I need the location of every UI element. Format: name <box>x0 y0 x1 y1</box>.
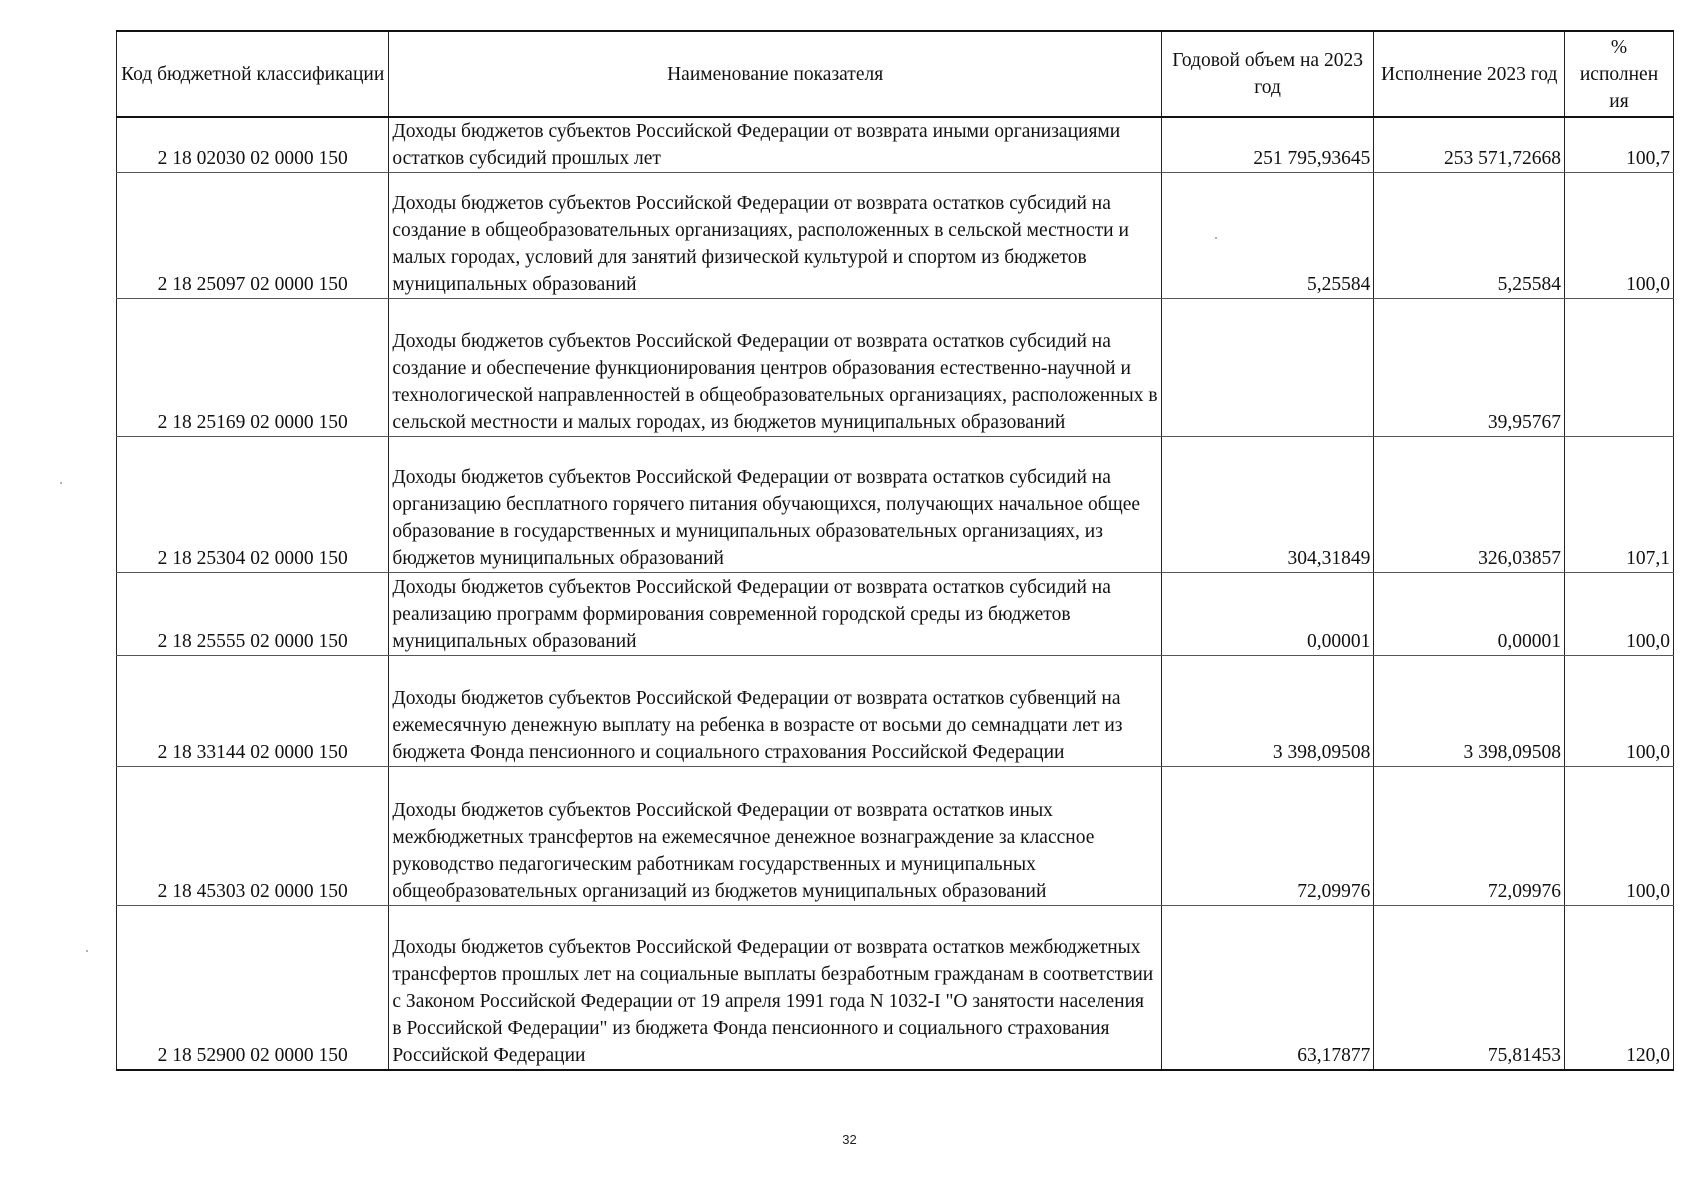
row-annual: 5,25584 <box>1161 173 1373 299</box>
header-name: Наименование показателя <box>389 31 1162 117</box>
row-percent: 100,0 <box>1565 573 1674 656</box>
table-row <box>117 299 1674 437</box>
table-row <box>117 656 1674 767</box>
row-code: 2 18 25169 02 0000 150 <box>117 299 389 437</box>
row-name: Доходы бюджетов субъектов Российской Федерации от возврата остатков субсидий на создание и обеспечение функционирования центров образования естественно-научной и технологической направленностей в общеобразовательных организациях, расположенных в сельской местности и малых городах, из бюджетов муниципальных образований <box>389 299 1162 437</box>
row-percent: 100,0 <box>1565 173 1674 299</box>
row-name: Доходы бюджетов субъектов Российской Федерации от возврата остатков межбюджетных трансфертов прошлых лет на социальные выплаты безработным гражданам в соответствии с Законом Российской Федерации от 19 апреля 1991 года N 1032-I "О занятости населения в Российской Федерации" из бюджета Фонда пенсионного и социального страхования Российской Федерации <box>389 906 1162 1070</box>
row-execution: 326,03857 <box>1374 437 1565 573</box>
table-row <box>117 767 1674 906</box>
header-percent-word-2: ия <box>1609 90 1629 112</box>
row-percent: 100,7 <box>1565 117 1674 173</box>
row-code: 2 18 25555 02 0000 150 <box>117 573 389 656</box>
row-name: Доходы бюджетов субъектов Российской Федерации от возврата остатков субсидий на создание в общеобразовательных организациях, расположенных в сельской местности и малых городах, условий для занятий физической культурой и спортом из бюджетов муниципальных образований <box>389 173 1162 299</box>
table-row <box>117 906 1674 1070</box>
row-code: 2 18 02030 02 0000 150 <box>117 117 389 173</box>
row-code: 2 18 33144 02 0000 150 <box>117 656 389 767</box>
row-name: Доходы бюджетов субъектов Российской Федерации от возврата остатков иных межбюджетных трансфертов на ежемесячное денежное вознаграждение за классное руководство педагогическим работникам государственных и муниципальных общеобразовательных организаций из бюджетов муниципальных образований <box>389 767 1162 906</box>
row-annual <box>1161 299 1373 437</box>
header-percent <box>1565 31 1674 117</box>
row-percent: 120,0 <box>1565 906 1674 1070</box>
budget-revenue-table <box>116 30 1674 1071</box>
table-row <box>117 437 1674 573</box>
row-annual: 72,09976 <box>1161 767 1373 906</box>
row-execution: 253 571,72668 <box>1374 117 1565 173</box>
row-percent: 107,1 <box>1565 437 1674 573</box>
table-row <box>117 173 1674 299</box>
row-execution: 39,95767 <box>1374 299 1565 437</box>
row-name: Доходы бюджетов субъектов Российской Федерации от возврата остатков субсидий на организацию бесплатного горячего питания обучающихся, получающих начальное общее образование в государственных и муниципальных образовательных организациях, из бюджетов муниципальных образований <box>389 437 1162 573</box>
header-execution: Исполнение 2023 год <box>1374 31 1565 117</box>
row-name: Доходы бюджетов субъектов Российской Федерации от возврата остатков субвенций на ежемесячную денежную выплату на ребенка в возрасте от восьми до семнадцати лет из бюджета Фонда пенсионного и социального страхования Российской Федерации <box>389 656 1162 767</box>
row-name: Доходы бюджетов субъектов Российской Федерации от возврата остатков субсидий на реализацию программ формирования современной городской среды из бюджетов муниципальных образований <box>389 573 1162 656</box>
scan-speck <box>1215 237 1217 239</box>
row-annual: 63,17877 <box>1161 906 1373 1070</box>
budget-table-sheet <box>116 30 1674 1071</box>
row-execution: 3 398,09508 <box>1374 656 1565 767</box>
row-percent: 100,0 <box>1565 767 1674 906</box>
row-percent <box>1565 299 1674 437</box>
row-annual: 304,31849 <box>1161 437 1373 573</box>
row-code: 2 18 52900 02 0000 150 <box>117 906 389 1070</box>
table-header-row <box>117 31 1674 117</box>
row-code: 2 18 25097 02 0000 150 <box>117 173 389 299</box>
table-row <box>117 573 1674 656</box>
row-annual: 251 795,93645 <box>1161 117 1373 173</box>
row-annual: 3 398,09508 <box>1161 656 1373 767</box>
row-name: Доходы бюджетов субъектов Российской Федерации от возврата иными организациями остатков субсидий прошлых лет <box>389 117 1162 173</box>
header-percent-symbol: % <box>1610 36 1628 58</box>
row-execution: 5,25584 <box>1374 173 1565 299</box>
row-execution: 0,00001 <box>1374 573 1565 656</box>
table-row <box>117 117 1674 173</box>
header-percent-word-1: исполнен <box>1579 63 1659 85</box>
scan-speck <box>60 482 62 484</box>
scan-speck <box>86 950 88 952</box>
row-execution: 72,09976 <box>1374 767 1565 906</box>
row-annual: 0,00001 <box>1161 573 1373 656</box>
header-annual: Годовой объем на 2023 год <box>1161 31 1373 117</box>
row-code: 2 18 45303 02 0000 150 <box>117 767 389 906</box>
row-execution: 75,81453 <box>1374 906 1565 1070</box>
page-number: 32 <box>842 1132 857 1147</box>
header-code: Код бюджетной классификации <box>117 31 389 117</box>
row-code: 2 18 25304 02 0000 150 <box>117 437 389 573</box>
row-percent: 100,0 <box>1565 656 1674 767</box>
